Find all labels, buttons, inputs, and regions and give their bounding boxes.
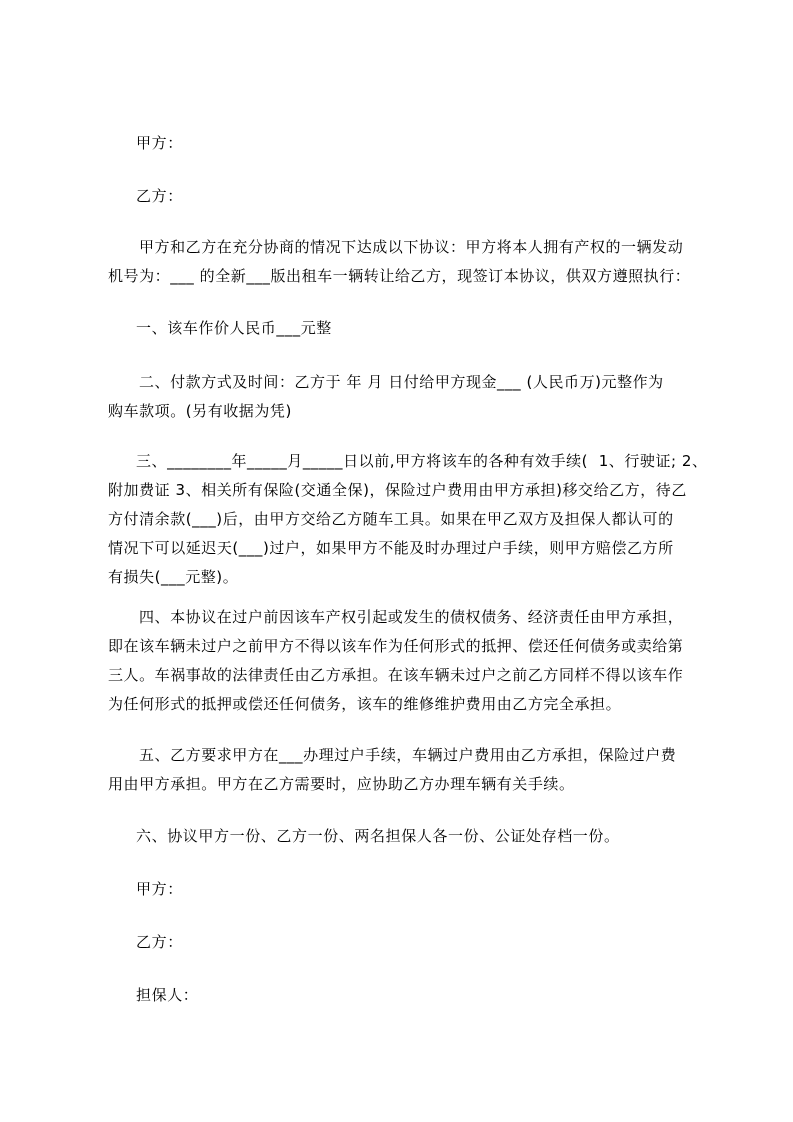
intro-line: 甲方和乙方在充分协商的情况下达成以下协议：甲方将本人拥有产权的一辆发动 [139,238,684,256]
clause-6: 六、协议甲方一份、乙方一份、两名担保人各一份、公证处存档一份。 [136,827,620,845]
header-party-b: 乙方： [136,187,183,205]
header-party-a: 甲方： [136,134,183,152]
clause-4-paragraph [108,603,713,719]
sign-party-b: 乙方： [136,933,183,951]
intro-paragraph [108,233,713,291]
clause-4-line: 四、本协议在过户前因该车产权引起或发生的债权债务、经济责任由甲方承担， [139,608,684,626]
clause-3-line: 附加费证 3、相关所有保险(交通全保)，保险过户费用由甲方承担)移交给乙方，待乙 [108,481,687,499]
clause-3-line: 方付清余款(___)后，由甲方交给乙方随车工具。如果在甲乙双方及担保人都认可的 [108,510,674,528]
clause-1: 一、该车作价人民币___元整 [136,319,332,337]
clause-3-line: 有损失(___元整)。 [108,568,239,586]
clause-4-line: 三人。车祸事故的法律责任由乙方承担。在该车辆未过户之前乙方同样不得以该车作 [108,666,684,684]
intro-line: 机号为：___ 的全新___版出租车一辆转让给乙方，现签订本协议，供双方遵照执行： [108,267,691,285]
clause-5-line: 五、乙方要求甲方在___办理过户手续，车辆过户费用由乙方承担，保险过户费 [139,746,677,764]
clause-2-paragraph [108,368,713,426]
clause-2-line: 二、付款方式及时间：乙方于 年 月 日付给甲方现金___ (人民币万)元整作为 [139,373,664,391]
clause-2-line: 购车款项。(另有收据为凭) [108,402,292,420]
sign-guarantor: 担保人： [136,986,199,1004]
clause-5-paragraph [108,741,713,799]
clause-5-line: 用由甲方承担。甲方在乙方需要时，应协助乙方办理车辆有关手续。 [108,775,575,793]
clause-4-line: 为任何形式的抵押或偿还任何债务，该车的维修维护费用由乙方完全承担。 [108,695,622,713]
clause-4-line: 即在该车辆未过户之前甲方不得以该车作为任何形式的抵押、偿还任何债务或卖给第 [108,637,684,655]
clause-3-line: 情况下可以延迟天(___)过户，如果甲方不能及时办理过户手续，则甲方赔偿乙方所 [108,539,674,557]
clause-3-paragraph [108,447,713,592]
sign-party-a: 甲方： [136,880,183,898]
clause-3-line: 三、________年_____月_____日以前,甲方将该车的各种有效手续( 1、行驶证; 2、 [136,452,708,470]
